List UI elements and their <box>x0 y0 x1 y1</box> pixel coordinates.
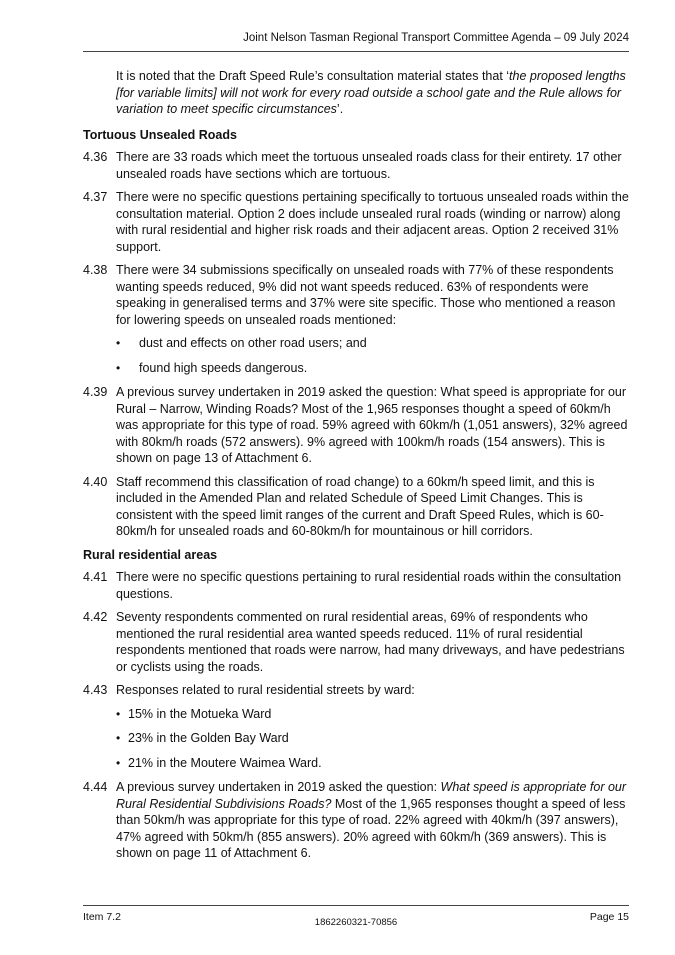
list-item <box>116 335 631 352</box>
section-heading-tortuous: Tortuous Unsealed Roads <box>83 127 237 142</box>
list-item <box>116 360 631 377</box>
paragraph-text: There are 33 roads which meet the tortuous unsealed roads class for their entirety. 17 other unsealed roads have sections which are tortuous. <box>116 150 622 181</box>
document-body <box>83 68 631 869</box>
bullet-list-wards <box>116 706 631 772</box>
intro-pre: It is noted that the Draft Speed Rule’s consultation material states that ‘ <box>116 69 510 83</box>
paragraph-4-44 <box>83 779 631 862</box>
paragraph-4-38 <box>83 262 631 328</box>
page-header <box>83 30 629 52</box>
list-item-text: 21% in the Moutere Waimea Ward. <box>128 755 322 770</box>
section-heading-rural-residential: Rural residential areas <box>83 547 218 562</box>
intro-post: ’. <box>336 102 344 116</box>
list-item <box>116 755 631 772</box>
intro-paragraph <box>116 68 631 118</box>
paragraph-number: 4.38 <box>83 263 108 277</box>
footer-doc-id: 1862260321-70856 <box>314 917 398 928</box>
paragraph-4-41 <box>83 569 631 602</box>
paragraph-text-post: Most of the 1,965 responses thought a speed of less than 50km/h was appropriate for this type of road. 22% agreed with 40km/h (397 answers), 47% agreed with 50km/h (855 answers). 20% agreed with 60km/h (369 answers). This is shown on page 11 of Attachment 6. <box>116 796 626 860</box>
paragraph-text: Staff recommend this classification of road change) to a 60km/h speed limit, and this is included in the Amended Plan and related Schedule of Speed Limit Changes. This is consistent with the speed limit ranges of the current and Draft Speed Rules, which is 60-80km/h for unsealed roads and 60-80km/h for mountainous or hill corridors. <box>116 474 604 538</box>
bullet-icon: • <box>116 706 121 721</box>
footer-item: Item 7.2 <box>83 911 121 923</box>
paragraph-4-40 <box>83 474 631 540</box>
list-item-text: 15% in the Motueka Ward <box>128 706 272 721</box>
bullet-icon: • <box>116 755 121 770</box>
paragraph-text-pre: A previous survey undertaken in 2019 asked the question: <box>116 780 441 794</box>
intro-quote: the proposed lengths [for variable limits] will not work for every road outside a school gate and the Rule allows for variation to meet specific circumstances <box>116 69 626 116</box>
paragraph-number: 4.40 <box>83 474 108 489</box>
paragraph-text: A previous survey undertaken in 2019 asked the question: What speed is appropriate for our Rural – Narrow, Winding Roads? Most of the 1,965 responses thought a speed of 60km/h was appropriate for this type of road. 59% agreed with 60km/h (1,051 answers), 32% agreed with 80km/h roads (572 answers). 9% agreed with 100km/h roads (154 answers). This is shown on page 13 of Attachment 6. <box>116 385 628 465</box>
paragraph-text <box>116 779 631 862</box>
paragraph-text: Seventy respondents commented on rural residential areas, 69% of respondents who mentioned the rural residential area wanted speeds reduced. 11% of rural residential respondents mentioned that roads were narrow, had many driveways, and have pedestrians or cyclists using the roads. <box>116 610 625 674</box>
paragraph-4-36 <box>83 149 631 182</box>
paragraph-text: There were no specific questions pertaining specifically to tortuous unsealed roads within the consultation material. Option 2 does include unsealed rural roads (winding or narrow) along with rural residential and higher risk roads and their adjacent areas. Option 2 received 31% support. <box>116 190 629 254</box>
paragraph-text: There were 34 submissions specifically on unsealed roads with 77% of these respondents wanting speeds reduced, 9% did not want speeds reduced. 63% of respondents were speaking in generalised terms and 37% were site specific. Those who mentioned a reason for lowering speeds on unsealed roads mentioned: <box>116 263 616 327</box>
paragraph-number: 4.37 <box>83 190 108 204</box>
paragraph-number: 4.39 <box>83 385 108 399</box>
list-item <box>116 706 631 723</box>
list-item-text: 23% in the Golden Bay Ward <box>128 731 289 745</box>
paragraph-4-42 <box>83 609 631 675</box>
header-title: Joint Nelson Tasman Regional Transport Committee Agenda – 09 July 2024 <box>243 32 629 44</box>
paragraph-text-question: What speed is appropriate for our Rural Residential Subdivisions Roads? <box>116 780 627 811</box>
bullet-icon: • <box>116 731 121 745</box>
bullet-icon: • <box>116 336 121 350</box>
paragraph-4-39 <box>83 384 631 467</box>
paragraph-number: 4.43 <box>83 683 108 697</box>
paragraph-text: There were no specific questions pertaining to rural residential roads within the consultation questions. <box>116 570 622 601</box>
list-item-text: dust and effects on other road users; and <box>139 336 367 350</box>
list-item-text: found high speeds dangerous. <box>139 360 308 375</box>
paragraph-4-43 <box>83 682 631 699</box>
paragraph-text: Responses related to rural residential streets by ward: <box>116 683 415 697</box>
paragraph-number: 4.36 <box>83 150 108 164</box>
paragraph-number: 4.44 <box>83 780 108 794</box>
footer-page-number: Page 15 <box>589 911 629 923</box>
bullet-list-reasons <box>116 335 631 376</box>
page-footer <box>83 905 629 930</box>
paragraph-number: 4.41 <box>83 570 108 584</box>
list-item <box>116 730 631 747</box>
bullet-icon: • <box>116 360 121 375</box>
paragraph-number: 4.42 <box>83 610 108 624</box>
paragraph-4-37 <box>83 189 631 255</box>
